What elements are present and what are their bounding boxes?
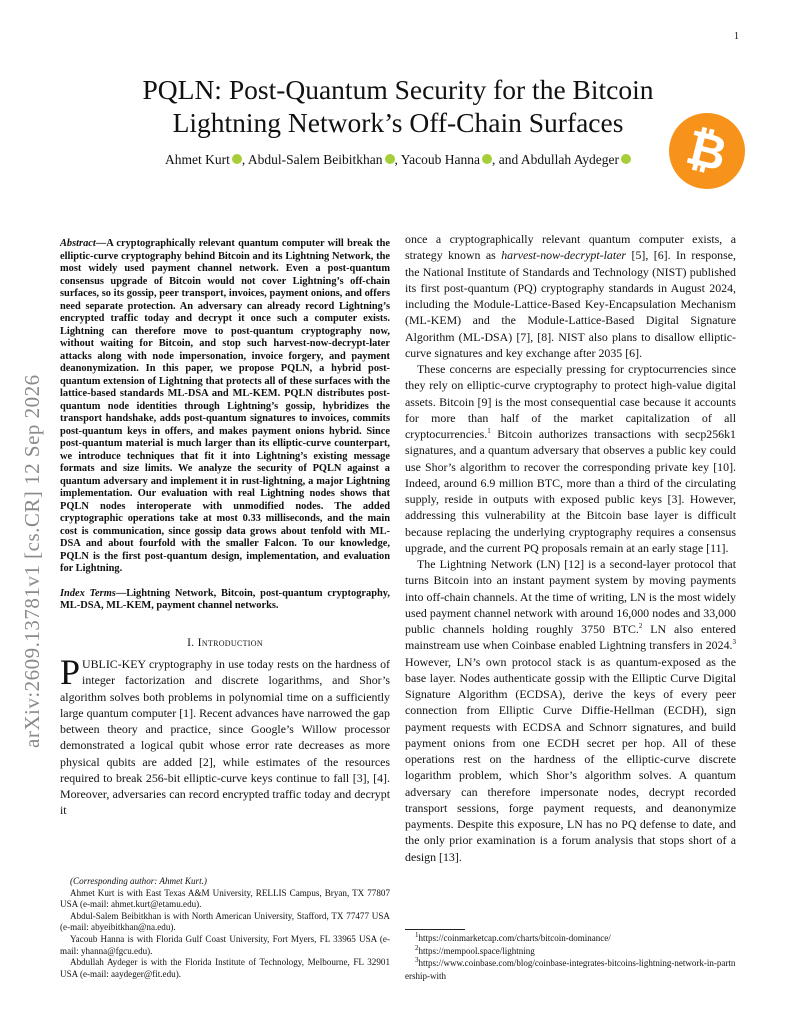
footnote-link[interactable]: https://mempool.space/lightning [418, 945, 535, 956]
text-run: LN also entered mainstream use when Coinbase enabled Lightning transfers in 2024. [405, 622, 736, 653]
affiliation-footnotes [60, 876, 390, 980]
section-number: I. [187, 635, 195, 649]
orcid-icon[interactable] [482, 154, 492, 164]
index-terms-text: —Lightning Network, Bitcoin, post-quantum cryptography, ML-DSA, ML-KEM, payment channel networks. [60, 587, 390, 611]
section-title: Introduction [197, 635, 263, 649]
section-heading [60, 635, 390, 651]
paper-title [60, 73, 736, 139]
text-run: [5], [6]. In response, the National Institute of Standards and Technology (NIST) published its first post-quantum (PQ) cryptography standards in August 2024, including the Module-Lattice-Based Key-Encapsulation Mechanism (ML-KEM) and the Module-Lattice-Based Digital Signature Algorithm (ML-DSA) [7], [8]. NIST also plans to disallow elliptic-curve signatures and key exchange after 2035 [6]. [405, 248, 736, 360]
intro-text: UBLIC-KEY cryptography in use today rests on the hardness of integer factorization and discrete logarithms, and Shor’s algorithm solves both problems in polynomial time on a sufficiently large quantum computer [1]. Recent advances have narrowed the gap between theory and practice, since Google’s Willow processor demonstrated a logical qubit whose error rate decreases as more physical qubits are added [2], while estimates of the resources required to break 256-bit elliptic-curve keys continue to fall [3], [4]. Moreover, adversaries can record encrypted traffic today and decrypt it [60, 657, 390, 818]
arxiv-stamp: arXiv:2609.13781v1 [cs.CR] 12 Sep 2026 [20, 374, 44, 748]
index-terms-lead: Index Terms [60, 587, 116, 599]
affiliation-note: Abdullah Aydeger is with the Florida Institute of Technology, Melbourne, FL 32901 USA (e-mail: aaydeger@fit.edu). [60, 957, 390, 979]
url-footnotes [405, 929, 736, 982]
abstract-text: —A cryptographically relevant quantum computer will break the elliptic-curve cryptography behind Bitcoin and its Lightning Network, the most widely used payment channel network. Even a post-quantum consensus upgrade of Bitcoin would not cover Lightning’s off-chain surfaces, so its gossip, peer transport, invoices, payment onions, and offers need separate protection. An adversary can already record Lightning’s encrypted traffic today and decrypt it once such a computer exists. Lightning can therefore move to post-quantum cryptography now, without waiting for Bitcoin, and stop such harvest-now-decrypt-later attacks along with node impersonation, invoice forgery, and payment deanonymization. In this paper, we propose PQLN, a hybrid post-quantum extension of Lightning that protects all of these surfaces with the lattice-based standards ML-DSA and ML-KEM. PQLN distributes post-quantum node identities through Lightning’s gossip, hybridizes the transport handshake, adds post-quantum signatures to invoices, commits post-quantum keys in offers, and makes payment onions hybrid. Since post-quantum material is much larger than its elliptic-curve counterpart, we introduce techniques that fit it into Lightning’s existing message formats and size limits. We analyze the security of PQLN against a quantum adversary and implement it in rust-lightning, a major Lightning implementation. Our evaluation with real Lightning nodes shows that PQLN nodes interoperate with unmodified nodes. The added cryptographic operations take at most 0.33 milliseconds, and the main cost is communication, since gossip data grows about tenfold with ML-DSA and about fourfold with the smaller Falcon. To our knowledge, PQLN is the first post-quantum design, implementation, and evaluation for Lightning. [60, 238, 390, 574]
orcid-icon[interactable] [621, 154, 631, 164]
footnote-number: 3 [415, 956, 419, 965]
page-number: 1 [734, 31, 739, 42]
affiliation-note: Ahmet Kurt is with East Texas A&M University, RELLIS Campus, Bryan, TX 77807 USA (e-mail: ahmet.kurt@etamu.edu). [60, 887, 390, 910]
footnote-item [405, 945, 736, 958]
right-paragraph-2 [405, 361, 736, 556]
text-run: Bitcoin authorizes transactions with secp256k1 signatures, and a quantum adversary that observes a public key could use Shor’s algorithm to recover the corresponding private key [10]. Indeed, around 6.9 million BTC, more than a third of the circulating supply, reside in outputs with exposed public keys [3]. However, addressing this vulnerability at the Bitcoin base layer is difficult because replacing the underlying cryptography requires a consensus upgrade, and the current PQ proposals remain at an early stage [11]. [405, 427, 736, 555]
author-list [60, 152, 736, 168]
affiliation-note: Abdul-Salem Beibitkhan is with North American University, Stafford, TX 77477 USA (e-mail: abyeibitkhan@na.edu). [60, 910, 390, 933]
footnote-mark[interactable]: 2 [638, 622, 643, 631]
orcid-icon[interactable] [385, 154, 395, 164]
drop-cap: P [60, 652, 81, 693]
abstract-lead: Abstract [60, 238, 96, 249]
right-column [405, 231, 736, 865]
author-2: , Abdul-Salem Beibitkhan [241, 152, 383, 167]
author-3: , Yacoub Hanna [394, 152, 480, 167]
footnote-link[interactable]: https://www.coinbase.com/blog/coinbase-integrates-bitcoins-lightning-network-in-partnership-with [405, 958, 736, 981]
author-4: , and Abdullah Aydeger [492, 152, 619, 167]
author-1: Ahmet Kurt [165, 152, 230, 167]
footnote-number: 2 [415, 943, 419, 952]
footnote-mark[interactable]: 3 [732, 638, 736, 647]
intro-paragraph [60, 652, 390, 819]
bitcoin-glyph: ₿ [681, 119, 733, 183]
footnote-divider [405, 929, 465, 930]
footnote-item [405, 957, 736, 982]
text-run: once a cryptographically relevant quantum computer exists, a strategy known as [405, 232, 736, 263]
affiliation-note: Yacoub Hanna is with Florida Gulf Coast University, Fort Myers, FL 33965 USA (e-mail: yhanna@fgcu.edu). [60, 933, 390, 956]
right-paragraph-1 [405, 231, 736, 361]
left-column [60, 238, 390, 819]
right-paragraph-3 [405, 556, 736, 865]
text-run: However, LN’s own protocol stack is as quantum-exposed as the base layer. Nodes authenticate gossip with the Elliptic Curve Digital Signature Algorithm (ECDSA), derive the keys of every peer connection from Elliptic Curve Diffie-Hellman (ECDH), sign payment requests with ECDSA and Schnorr signatures, and build payment onions from one ECDH secret per hop. All of these operations rest on the hardness of the elliptic-curve discrete logarithm problem, which Shor’s algorithm solves. A quantum adversary can therefore impersonate nodes, decrypt recorded transport sessions, forge payment requests, and deanonymize payments. Despite this exposure, LN has no PQ defense to date, and the only prior examination is a forum analysis that stops short of a design [13]. [405, 654, 736, 864]
abstract [60, 238, 390, 576]
title-line-2: Lightning Network’s Off-Chain Surfaces [172, 107, 624, 138]
title-line-1: PQLN: Post-Quantum Security for the Bitcoin [142, 74, 654, 105]
corresponding-author-note: (Corresponding author: Ahmet Kurt.) [70, 876, 207, 886]
italic-term: harvest-now-decrypt-later [501, 248, 627, 263]
footnote-link[interactable]: https://coinmarketcap.com/charts/bitcoin-dominance/ [418, 933, 611, 943]
footnote-mark[interactable]: 1 [487, 427, 491, 436]
text-run: The Lightning Network (LN) [12] is a second-layer protocol that turns Bitcoin into an instant payment system by moving payments into off-chain channels. At the time of writing, LN is the most widely used payment channel network with around 16,000 nodes and 33,000 public channels holding roughly 3750 BTC. [405, 557, 736, 636]
bitcoin-logo-icon [669, 113, 745, 189]
index-terms [60, 588, 390, 613]
footnote-number: 1 [415, 931, 419, 939]
orcid-icon[interactable] [232, 154, 242, 164]
text-run: These concerns are especially pressing for cryptocurrencies since they rely on elliptic-curve cryptography to protect high-value digital assets. Bitcoin [9] is the most consequential case because it accounts for more than half of the market capitalization of all cryptocurrencies. [405, 362, 736, 441]
footnote-item [405, 932, 736, 945]
introduction-body [60, 652, 390, 819]
